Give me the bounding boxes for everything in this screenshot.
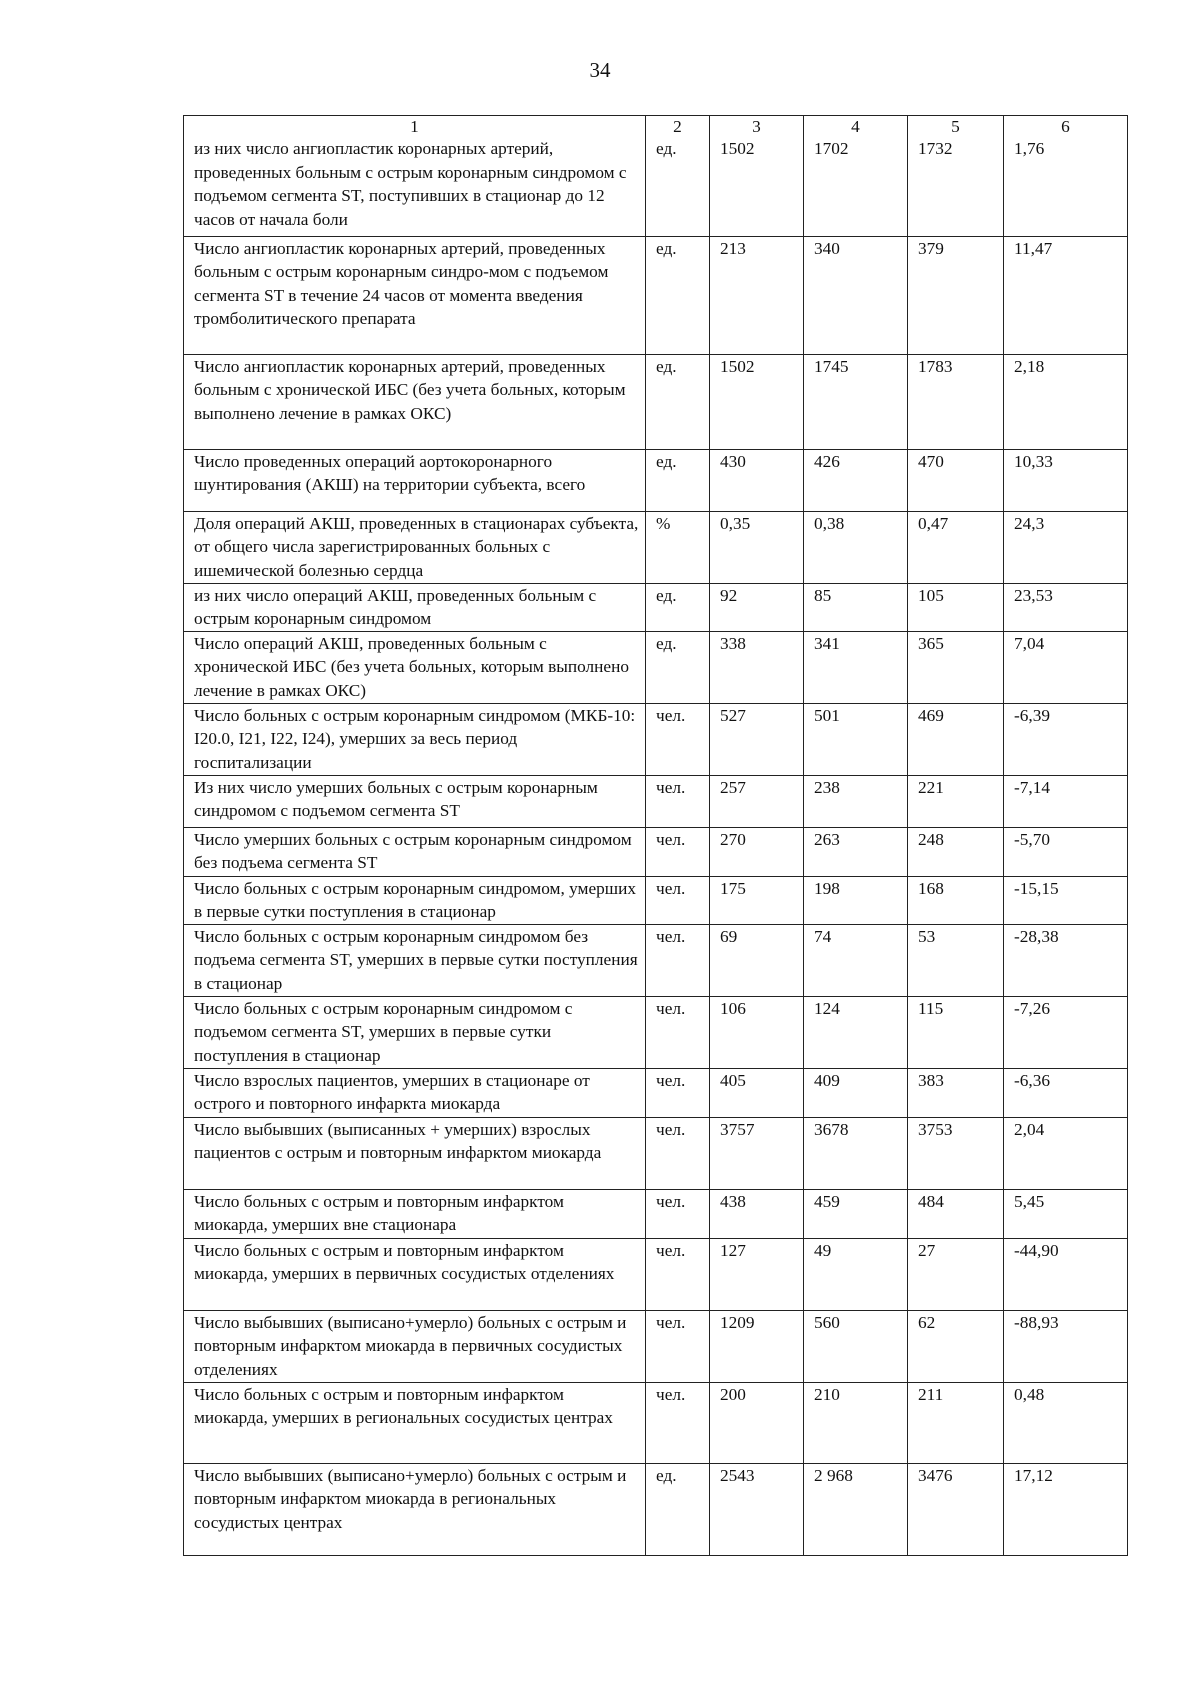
header-col-6: 6 <box>1004 116 1128 138</box>
header-col-5: 5 <box>908 116 1004 138</box>
row-value-col5: 211 <box>908 1382 1004 1463</box>
row-value-col3: 270 <box>710 827 804 876</box>
row-value-col6: -28,38 <box>1004 924 1128 996</box>
row-value-col5: 27 <box>908 1238 1004 1310</box>
row-value-col5: 1783 <box>908 354 1004 449</box>
row-unit: ед. <box>646 631 710 703</box>
row-value-col5: 221 <box>908 775 1004 827</box>
row-label: Число выбывших (выписанных + умерших) взрослых пациентов с острым и повторным инфарктом миокарда <box>184 1117 646 1189</box>
row-value-col6: 17,12 <box>1004 1463 1128 1555</box>
row-value-col3: 438 <box>710 1189 804 1238</box>
row-value-col6: -6,36 <box>1004 1068 1128 1117</box>
row-value-col3: 257 <box>710 775 804 827</box>
row-label: Число больных с острым и повторным инфарктом миокарда, умерших в региональных сосудистых центрах <box>184 1382 646 1463</box>
row-unit: чел. <box>646 876 710 924</box>
row-value-col6: 7,04 <box>1004 631 1128 703</box>
row-label: Число умерших больных с острым коронарным синдромом без подъема сегмента ST <box>184 827 646 876</box>
row-value-col6: -88,93 <box>1004 1310 1128 1382</box>
row-value-col3: 92 <box>710 583 804 631</box>
row-value-col5: 469 <box>908 703 1004 775</box>
row-label: Доля операций АКШ, проведенных в стационарах субъекта, от общего числа зарегистрированных больных с ишемической болезнью сердца <box>184 511 646 583</box>
row-value-col3: 338 <box>710 631 804 703</box>
row-value-col6: 1,76 <box>1004 137 1128 236</box>
row-value-col4: 74 <box>804 924 908 996</box>
table-row <box>184 703 1128 775</box>
page-number: 34 <box>589 58 611 82</box>
row-unit: ед. <box>646 583 710 631</box>
header-col-3: 3 <box>710 116 804 138</box>
row-value-col4: 0,38 <box>804 511 908 583</box>
row-unit: чел. <box>646 996 710 1068</box>
row-value-col5: 105 <box>908 583 1004 631</box>
row-value-col6: -7,14 <box>1004 775 1128 827</box>
table-row <box>184 1310 1128 1382</box>
table-row <box>184 1117 1128 1189</box>
row-value-col4: 49 <box>804 1238 908 1310</box>
row-unit: чел. <box>646 1068 710 1117</box>
row-value-col4: 238 <box>804 775 908 827</box>
row-value-col4: 85 <box>804 583 908 631</box>
row-value-col5: 365 <box>908 631 1004 703</box>
header-col-1: 1 <box>184 116 646 138</box>
table-row <box>184 354 1128 449</box>
table-row <box>184 583 1128 631</box>
row-label: Число больных с острым коронарным синдромом с подъемом сегмента ST, умерших в первые сутки поступления в стационар <box>184 996 646 1068</box>
row-value-col6: -5,70 <box>1004 827 1128 876</box>
row-label: Число больных с острым и повторным инфарктом миокарда, умерших вне стационара <box>184 1189 646 1238</box>
table-row <box>184 876 1128 924</box>
table-row <box>184 924 1128 996</box>
row-value-col5: 168 <box>908 876 1004 924</box>
row-value-col4: 1745 <box>804 354 908 449</box>
header-col-2: 2 <box>646 116 710 138</box>
row-value-col4: 198 <box>804 876 908 924</box>
row-unit: чел. <box>646 1382 710 1463</box>
header-col-4: 4 <box>804 116 908 138</box>
row-value-col3: 106 <box>710 996 804 1068</box>
row-unit: чел. <box>646 775 710 827</box>
row-label: Число больных с острым коронарным синдромом, умерших в первые сутки поступления в стационар <box>184 876 646 924</box>
row-value-col4: 340 <box>804 236 908 354</box>
row-unit: ед. <box>646 137 710 236</box>
row-value-col5: 0,47 <box>908 511 1004 583</box>
row-value-col4: 501 <box>804 703 908 775</box>
row-label: Число ангиопластик коронарных артерий, проведенных больным с хронической ИБС (без учета больных, которым выполнено лечение в рамках ОКС) <box>184 354 646 449</box>
row-value-col6: 0,48 <box>1004 1382 1128 1463</box>
row-unit: ед. <box>646 354 710 449</box>
table-row <box>184 449 1128 511</box>
row-value-col6: -7,26 <box>1004 996 1128 1068</box>
row-value-col4: 2 968 <box>804 1463 908 1555</box>
row-value-col6: -6,39 <box>1004 703 1128 775</box>
row-unit: ед. <box>646 1463 710 1555</box>
row-value-col3: 527 <box>710 703 804 775</box>
row-value-col3: 3757 <box>710 1117 804 1189</box>
row-unit: % <box>646 511 710 583</box>
table-row <box>184 1238 1128 1310</box>
table-header-row <box>184 116 1128 138</box>
row-label: Число выбывших (выписано+умерло) больных с острым и повторным инфарктом миокарда в региональных сосудистых центрах <box>184 1463 646 1555</box>
row-unit: чел. <box>646 1189 710 1238</box>
row-label: Число больных с острым и повторным инфарктом миокарда, умерших в первичных сосудистых отделениях <box>184 1238 646 1310</box>
row-value-col4: 263 <box>804 827 908 876</box>
row-value-col4: 409 <box>804 1068 908 1117</box>
row-value-col5: 3753 <box>908 1117 1004 1189</box>
row-value-col6: 5,45 <box>1004 1189 1128 1238</box>
table-row <box>184 775 1128 827</box>
row-value-col5: 62 <box>908 1310 1004 1382</box>
row-value-col4: 210 <box>804 1382 908 1463</box>
table-row <box>184 996 1128 1068</box>
row-value-col4: 426 <box>804 449 908 511</box>
row-unit: ед. <box>646 449 710 511</box>
row-value-col3: 69 <box>710 924 804 996</box>
row-value-col5: 248 <box>908 827 1004 876</box>
row-unit: ед. <box>646 236 710 354</box>
row-value-col3: 1502 <box>710 137 804 236</box>
row-label: Число проведенных операций аортокоронарного шунтирования (АКШ) на территории субъекта, всего <box>184 449 646 511</box>
row-value-col4: 341 <box>804 631 908 703</box>
row-value-col5: 379 <box>908 236 1004 354</box>
row-label: Число больных с острым коронарным синдромом без подъема сегмента ST, умерших в первые сутки поступления в стационар <box>184 924 646 996</box>
row-value-col6: 11,47 <box>1004 236 1128 354</box>
table-row <box>184 1463 1128 1555</box>
row-value-col3: 430 <box>710 449 804 511</box>
row-unit: чел. <box>646 1238 710 1310</box>
row-label: Число больных с острым коронарным синдромом (МКБ-10: I20.0, I21, I22, I24), умерших за весь период госпитализации <box>184 703 646 775</box>
table-row <box>184 1068 1128 1117</box>
table-row <box>184 137 1128 236</box>
row-value-col6: 2,18 <box>1004 354 1128 449</box>
table-row <box>184 631 1128 703</box>
row-label: Число выбывших (выписано+умерло) больных с острым и повторным инфарктом миокарда в первичных сосудистых отделениях <box>184 1310 646 1382</box>
row-value-col3: 213 <box>710 236 804 354</box>
row-value-col3: 0,35 <box>710 511 804 583</box>
row-value-col6: 23,53 <box>1004 583 1128 631</box>
row-value-col3: 1209 <box>710 1310 804 1382</box>
row-label: из них число операций АКШ, проведенных больным с острым коронарным синдромом <box>184 583 646 631</box>
row-value-col4: 124 <box>804 996 908 1068</box>
row-unit: чел. <box>646 924 710 996</box>
row-value-col5: 115 <box>908 996 1004 1068</box>
statistics-table <box>183 115 1128 1556</box>
row-value-col3: 2543 <box>710 1463 804 1555</box>
row-value-col5: 484 <box>908 1189 1004 1238</box>
row-label: из них число ангиопластик коронарных артерий, проведенных больным с острым коронарным синдромом с подъемом сегмента ST, поступивших в стационар до 12 часов от начала боли <box>184 137 646 236</box>
row-value-col5: 1732 <box>908 137 1004 236</box>
table-row <box>184 1189 1128 1238</box>
row-value-col4: 3678 <box>804 1117 908 1189</box>
row-value-col3: 200 <box>710 1382 804 1463</box>
row-unit: чел. <box>646 1310 710 1382</box>
table-row <box>184 827 1128 876</box>
row-value-col3: 127 <box>710 1238 804 1310</box>
row-value-col5: 3476 <box>908 1463 1004 1555</box>
table-row <box>184 511 1128 583</box>
row-value-col3: 175 <box>710 876 804 924</box>
row-value-col5: 53 <box>908 924 1004 996</box>
row-value-col4: 560 <box>804 1310 908 1382</box>
row-value-col3: 1502 <box>710 354 804 449</box>
row-value-col4: 459 <box>804 1189 908 1238</box>
row-value-col6: 24,3 <box>1004 511 1128 583</box>
row-unit: чел. <box>646 703 710 775</box>
row-label: Из них число умерших больных с острым коронарным синдромом с подъемом сегмента ST <box>184 775 646 827</box>
row-label: Число взрослых пациентов, умерших в стационаре от острого и повторного инфаркта миокарда <box>184 1068 646 1117</box>
row-value-col4: 1702 <box>804 137 908 236</box>
row-value-col6: 10,33 <box>1004 449 1128 511</box>
row-value-col5: 470 <box>908 449 1004 511</box>
table-row <box>184 236 1128 354</box>
row-unit: чел. <box>646 827 710 876</box>
row-value-col3: 405 <box>710 1068 804 1117</box>
row-value-col6: -44,90 <box>1004 1238 1128 1310</box>
row-unit: чел. <box>646 1117 710 1189</box>
table-row <box>184 1382 1128 1463</box>
row-label: Число операций АКШ, проведенных больным с хронической ИБС (без учета больных, которым выполнено лечение в рамках ОКС) <box>184 631 646 703</box>
row-value-col5: 383 <box>908 1068 1004 1117</box>
row-value-col6: 2,04 <box>1004 1117 1128 1189</box>
row-value-col6: -15,15 <box>1004 876 1128 924</box>
row-label: Число ангиопластик коронарных артерий, проведенных больным с острым коронарным синдро-мом с подъемом сегмента ST в течение 24 часов от момента введения тромболитического препарата <box>184 236 646 354</box>
